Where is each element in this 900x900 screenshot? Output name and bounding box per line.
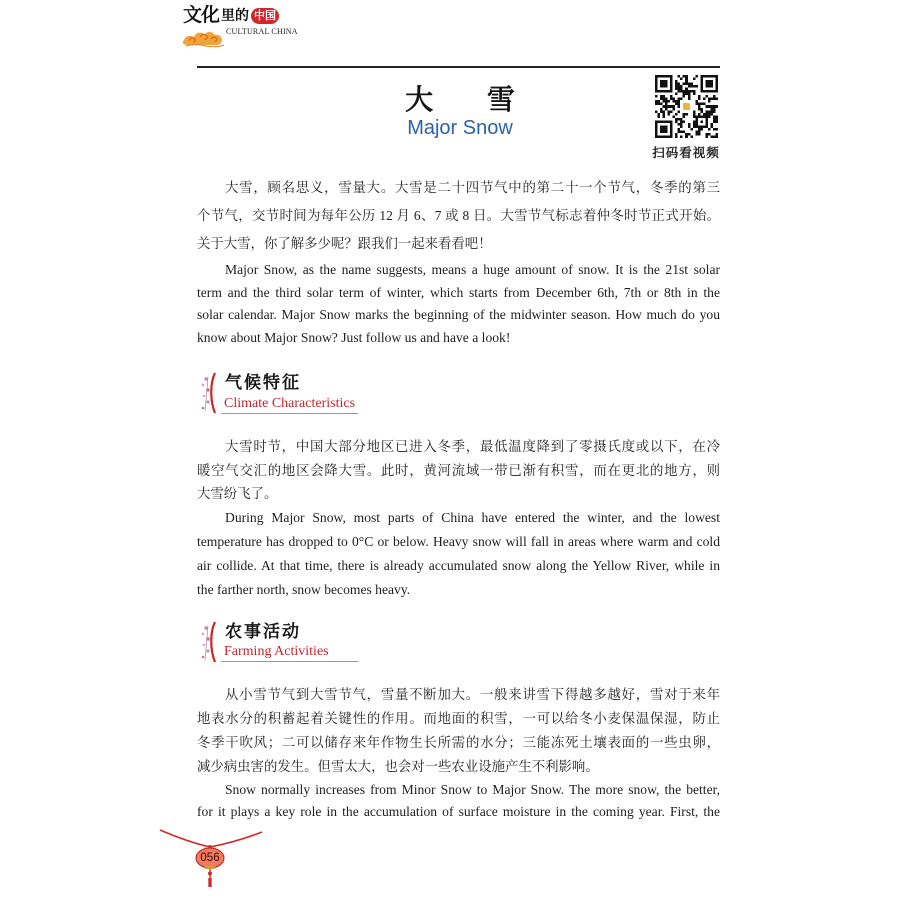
text-line: 关于大雪，你了解多少呢？跟我们一起来看看吧！ (197, 236, 492, 251)
text-line: 大雪纷飞了。 (197, 486, 278, 501)
section-heading-underline (221, 413, 358, 414)
text-line: 从小雪节气到大雪节气，雪量不断加大。一般来讲雪下得越多越好，雪对于来年 (225, 687, 720, 702)
section-title-chinese: 农事活动 (225, 622, 301, 642)
section-heading-underline (221, 661, 358, 662)
text-line: the farther north, snow becomes heavy. (197, 581, 411, 597)
farming-chinese-paragraph (197, 683, 720, 779)
plum-blossom-icon (199, 620, 221, 664)
page-title-english: Major Snow (407, 117, 513, 139)
text-line: During Major Snow, most parts of China have entered the winter, and the lowest (225, 509, 720, 525)
text-line: 大雪时节，中国大部分地区已进入冬季，最低温度降到了零摄氏度或以下，在冷 (225, 439, 720, 454)
intro-chinese-paragraph (197, 174, 720, 258)
intro-english-paragraph (197, 259, 720, 349)
logo-text-english: CULTURAL CHINA (226, 27, 298, 36)
logo-text-zhongguo: 中国 (251, 8, 279, 24)
climate-english-paragraph (197, 506, 720, 602)
header-rule (197, 66, 720, 68)
page-number: 056 (200, 852, 220, 864)
text-line: 冬季干吹风；二可以储存来年作物生长所需的水分；三能冻死土壤表面的一些虫卵， (197, 735, 720, 750)
text-line: 地表水分的积蓄起着关键性的作用。而地面的积雪，一可以给冬小麦保温保湿，防止 (197, 711, 720, 726)
section-title-english: Climate Characteristics (224, 396, 356, 411)
logo-text-wenhua: 文化 (183, 4, 220, 26)
section-title-english: Farming Activities (224, 644, 329, 659)
series-logo (180, 3, 306, 49)
section-title-chinese: 气候特征 (225, 373, 301, 393)
text-line: 减少病虫害的发生。但雪太大，也会对一些农业设施产生不利影响。 (197, 759, 599, 774)
climate-chinese-paragraph (197, 435, 720, 506)
text-line: Snow normally increases from Minor Snow to Major Snow. The more snow, the better, (225, 782, 720, 797)
text-line: Major Snow, as the name suggests, means a huge amount of snow. It is the 21st solar (225, 262, 720, 277)
page-title-chinese: 大 雪 (405, 83, 515, 116)
auspicious-cloud-icon (180, 26, 230, 48)
text-line: 大雪，顾名思义，雪量大。大雪是二十四节气中的第二十一个节气，冬季的第三 (225, 180, 720, 195)
text-line: know about Major Snow? Just follow us and have a look! (197, 329, 511, 345)
plum-blossom-icon (199, 371, 221, 415)
text-line: solar calendar. Major Snow marks the beginning of the midwinter season. How much do you (197, 307, 720, 322)
text-line: air collide. At that time, there is already accumulated snow along the Yellow River, while in (197, 557, 720, 573)
text-line: temperature has dropped to 0°C or below. Heavy snow will fall in areas where warm and cold (197, 533, 720, 549)
text-line: for it plays a key role in the accumulation of surface moisture in the coming year. First, the (197, 804, 720, 819)
qr-caption: 扫码看视频 (652, 145, 720, 160)
qr-code (655, 75, 718, 138)
farming-english-paragraph (197, 779, 720, 823)
text-line: term and the third solar term of winter, which starts from December 6th, 7th or 8th in the (197, 284, 720, 300)
logo-text-lide: 里的 (221, 8, 249, 24)
text-line: 暖空气交汇的地区会降大雪。此时，黄河流域一带已渐有积雪，而在更北的地方，则 (197, 462, 720, 478)
text-line: 个节气，交节时间为每年公历 12 月 6、7 或 8 日。大雪节气标志着仲冬时节正式开始。 (197, 208, 720, 223)
